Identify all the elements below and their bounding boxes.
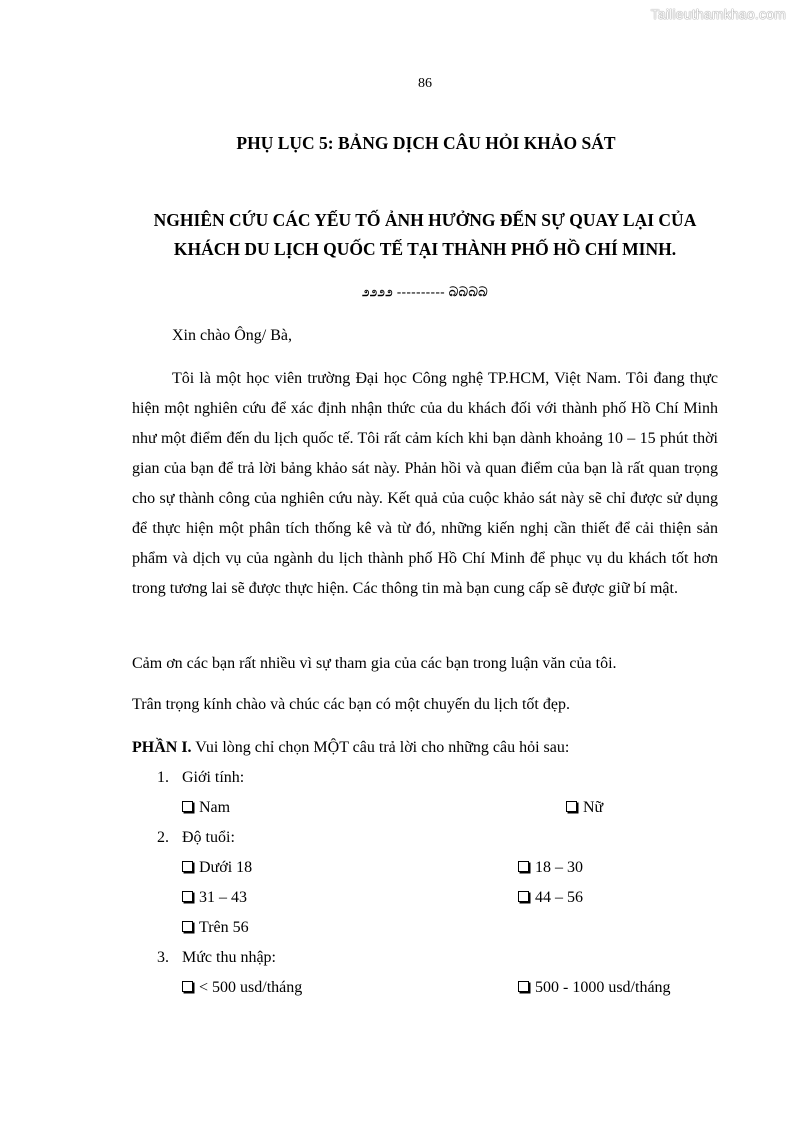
ornament-divider xyxy=(0,284,794,300)
checkbox-icon[interactable] xyxy=(182,861,193,872)
study-title-line-1: NGHIÊN CỨU CÁC YẾU TỐ ẢNH HƯỞNG ĐẾN SỰ QUAY LẠI CỦA xyxy=(153,210,697,230)
regards-line: Trân trọng kính chào và chúc các bạn có một chuyến du lịch tốt đẹp. xyxy=(132,696,570,713)
option-gender-male[interactable]: Nam xyxy=(182,793,230,823)
option-age-18-30[interactable]: 18 – 30 xyxy=(518,853,583,883)
question-1 xyxy=(157,763,244,793)
question-label: Giới tính: xyxy=(182,769,245,786)
question-2 xyxy=(157,823,235,853)
checkbox-icon[interactable] xyxy=(182,921,193,932)
greeting: Xin chào Ông/ Bà, xyxy=(172,327,292,344)
checkbox-icon[interactable] xyxy=(518,861,529,872)
ornament-right-icon: බබබබ xyxy=(448,284,489,299)
option-gender-female[interactable]: Nữ xyxy=(566,793,603,823)
study-title-line-2: KHÁCH DU LỊCH QUỐC TẾ TẠI THÀNH PHỐ HỒ CHÍ MINH. xyxy=(173,239,677,259)
part1-heading xyxy=(132,733,718,763)
option-income-under-500[interactable]: < 500 usd/tháng xyxy=(182,973,302,1003)
part1-instruction: Vui lòng chỉ chọn MỘT câu trả lời cho những câu hỏi sau: xyxy=(195,739,570,756)
question-number: 3. xyxy=(157,949,169,966)
page-number: 86 xyxy=(418,76,432,91)
option-age-31-43[interactable]: 31 – 43 xyxy=(182,883,247,913)
checkbox-icon[interactable] xyxy=(182,801,193,812)
appendix-title: PHỤ LỤC 5: BẢNG DỊCH CÂU HỎI KHẢO SÁT xyxy=(236,133,616,153)
question-label: Mức thu nhập: xyxy=(182,949,276,966)
question-3 xyxy=(157,943,276,973)
option-age-44-56[interactable]: 44 – 56 xyxy=(518,883,583,913)
ornament-dashes: ---------- xyxy=(396,284,449,299)
question-label: Độ tuổi: xyxy=(182,829,235,846)
checkbox-icon[interactable] xyxy=(182,981,193,992)
checkbox-icon[interactable] xyxy=(566,801,577,812)
checkbox-icon[interactable] xyxy=(518,891,529,902)
part1-label: PHẦN I. xyxy=(132,739,192,756)
question-number: 1. xyxy=(157,769,169,786)
option-income-500-1000[interactable]: 500 - 1000 usd/tháng xyxy=(518,973,671,1003)
thanks-line: Cảm ơn các bạn rất nhiều vì sự tham gia của các bạn trong luận văn của tôi. xyxy=(132,655,617,672)
ornament-left-icon: ೨೨೨೨ xyxy=(361,284,394,299)
checkbox-icon[interactable] xyxy=(518,981,529,992)
watermark: Tailieuthamkhao.com xyxy=(650,6,786,22)
checkbox-icon[interactable] xyxy=(182,891,193,902)
option-age-under-18[interactable]: Dưới 18 xyxy=(182,853,252,883)
intro-paragraph: Tôi là một học viên trường Đại học Công nghệ TP.HCM, Việt Nam. Tôi đang thực hiện một nghiên cứu để xác định nhận thức của du khách đối với thành phố Hồ Chí Minh như một điểm đến du lịch quốc tế. Tôi rất cảm kích khi bạn dành khoảng 10 – 15 phút thời gian của bạn để trả lời bảng khảo sát này. Phản hồi và quan điểm của bạn là rất quan trọng cho sự thành công của nghiên cứu này. Kết quả của cuộc khảo sát này sẽ chỉ được sử dụng để thực hiện một phân tích thống kê và từ đó, những kiến nghị cần thiết để cải thiện sản phẩm và dịch vụ của ngành du lịch thành phố Hồ Chí Minh để phục vụ du khách tốt hơn trong tương lai sẽ được thực hiện. Các thông tin mà bạn cung cấp sẽ được giữ bí mật. xyxy=(132,370,718,597)
option-age-over-56[interactable]: Trên 56 xyxy=(182,913,249,943)
question-number: 2. xyxy=(157,829,169,846)
study-title xyxy=(132,206,718,264)
